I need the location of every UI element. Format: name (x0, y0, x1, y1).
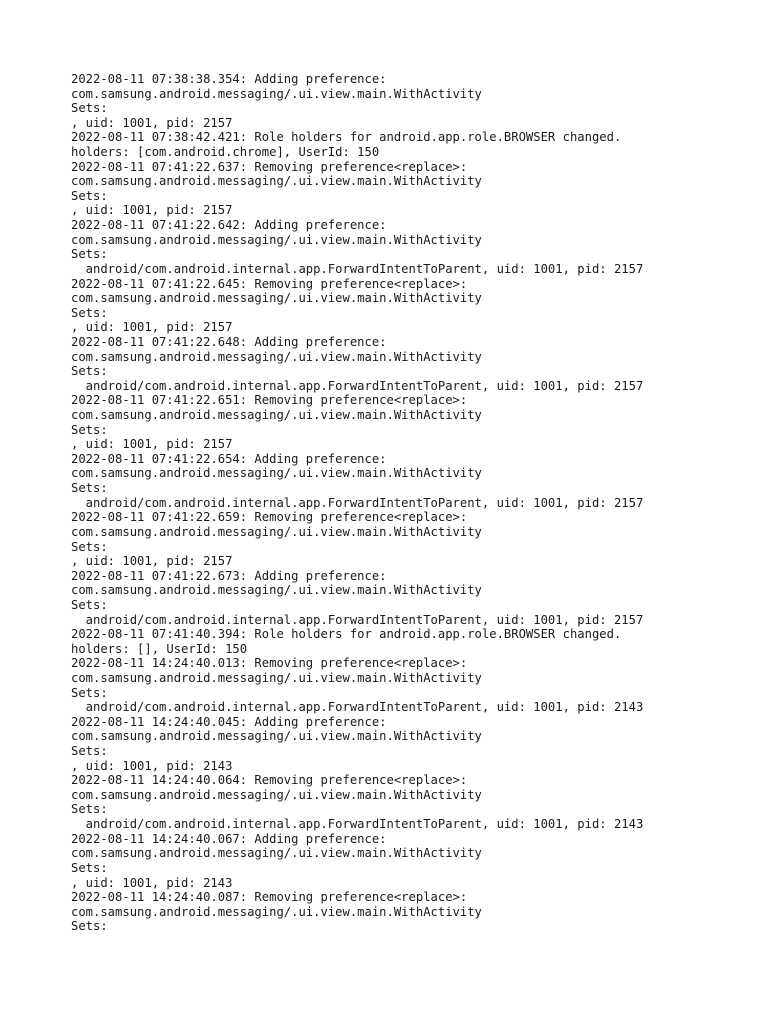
log-line: com.samsung.android.messaging/.ui.view.main.WithActivity (71, 232, 482, 247)
log-line: android/com.android.internal.app.ForwardIntentToParent, uid: 1001, pid: 2157 (71, 612, 644, 627)
log-line: 2022-08-11 07:41:22.645: Removing preference<replace>: (71, 276, 468, 291)
log-line: com.samsung.android.messaging/.ui.view.main.WithActivity (71, 466, 482, 481)
log-line: 2022-08-11 07:41:40.394: Role holders for android.app.role.BROWSER changed. (71, 627, 622, 642)
log-line: android/com.android.internal.app.ForwardIntentToParent, uid: 1001, pid: 2157 (71, 261, 644, 276)
log-line: Sets: (71, 247, 108, 262)
log-line: , uid: 1001, pid: 2157 (71, 554, 233, 569)
log-line: Sets: (71, 744, 108, 759)
log-line: 2022-08-11 07:41:22.651: Removing preference<replace>: (71, 393, 468, 408)
log-line: 2022-08-11 14:24:40.045: Adding preference: (71, 714, 387, 729)
log-line: com.samsung.android.messaging/.ui.view.main.WithActivity (71, 524, 482, 539)
log-line: Sets: (71, 188, 108, 203)
log-line: Sets: (71, 422, 108, 437)
log-line: 2022-08-11 14:24:40.087: Removing preference<replace>: (71, 890, 468, 905)
log-line: com.samsung.android.messaging/.ui.view.main.WithActivity (71, 670, 482, 685)
log-line: 2022-08-11 07:41:22.673: Adding preference: (71, 568, 387, 583)
log-line: com.samsung.android.messaging/.ui.view.main.WithActivity (71, 787, 482, 802)
log-line: , uid: 1001, pid: 2157 (71, 320, 233, 335)
log-line: com.samsung.android.messaging/.ui.view.main.WithActivity (71, 86, 482, 101)
log-line: 2022-08-11 14:24:40.067: Adding preference: (71, 831, 387, 846)
log-line: android/com.android.internal.app.ForwardIntentToParent, uid: 1001, pid: 2157 (71, 495, 644, 510)
log-line: 2022-08-11 07:38:38.354: Adding preference: (71, 72, 387, 86)
log-line: com.samsung.android.messaging/.ui.view.main.WithActivity (71, 291, 482, 306)
log-line: 2022-08-11 14:24:40.064: Removing preference<replace>: (71, 773, 468, 788)
log-line: , uid: 1001, pid: 2143 (71, 758, 233, 773)
log-line: com.samsung.android.messaging/.ui.view.main.WithActivity (71, 349, 482, 364)
log-line: holders: [], UserId: 150 (71, 641, 248, 656)
log-line: Sets: (71, 305, 108, 320)
log-line: 2022-08-11 07:41:22.659: Removing preference<replace>: (71, 510, 468, 525)
log-line: com.samsung.android.messaging/.ui.view.main.WithActivity (71, 408, 482, 423)
log-line: android/com.android.internal.app.ForwardIntentToParent, uid: 1001, pid: 2157 (71, 378, 644, 393)
log-line: Sets: (71, 802, 108, 817)
log-line: com.samsung.android.messaging/.ui.view.main.WithActivity (71, 174, 482, 189)
log-line: android/com.android.internal.app.ForwardIntentToParent, uid: 1001, pid: 2143 (71, 817, 644, 832)
log-line: , uid: 1001, pid: 2157 (71, 115, 233, 130)
log-line: Sets: (71, 101, 108, 116)
log-line: 2022-08-11 14:24:40.013: Removing preference<replace>: (71, 656, 468, 671)
log-line: Sets: (71, 860, 108, 875)
log-line: Sets: (71, 919, 108, 934)
log-line: 2022-08-11 07:41:22.642: Adding preference: (71, 218, 387, 233)
log-line: , uid: 1001, pid: 2157 (71, 437, 233, 452)
log-line: com.samsung.android.messaging/.ui.view.main.WithActivity (71, 729, 482, 744)
log-line: com.samsung.android.messaging/.ui.view.main.WithActivity (71, 583, 482, 598)
log-line: 2022-08-11 07:38:42.421: Role holders for android.app.role.BROWSER changed. (71, 130, 622, 145)
log-line: Sets: (71, 685, 108, 700)
log-line: com.samsung.android.messaging/.ui.view.main.WithActivity (71, 846, 482, 861)
log-line: , uid: 1001, pid: 2157 (71, 203, 233, 218)
log-line: com.samsung.android.messaging/.ui.view.main.WithActivity (71, 904, 482, 919)
log-line: Sets: (71, 364, 108, 379)
log-line: holders: [com.android.chrome], UserId: 150 (71, 145, 380, 160)
log-line: Sets: (71, 539, 108, 554)
log-line: 2022-08-11 07:41:22.637: Removing preference<replace>: (71, 159, 468, 174)
log-line: 2022-08-11 07:41:22.648: Adding preference: (71, 334, 387, 349)
log-line: 2022-08-11 07:41:22.654: Adding preference: (71, 451, 387, 466)
log-line: Sets: (71, 597, 108, 612)
log-line: , uid: 1001, pid: 2143 (71, 875, 233, 890)
log-text-block (71, 72, 643, 934)
log-line: android/com.android.internal.app.ForwardIntentToParent, uid: 1001, pid: 2143 (71, 700, 644, 715)
log-line: Sets: (71, 481, 108, 496)
